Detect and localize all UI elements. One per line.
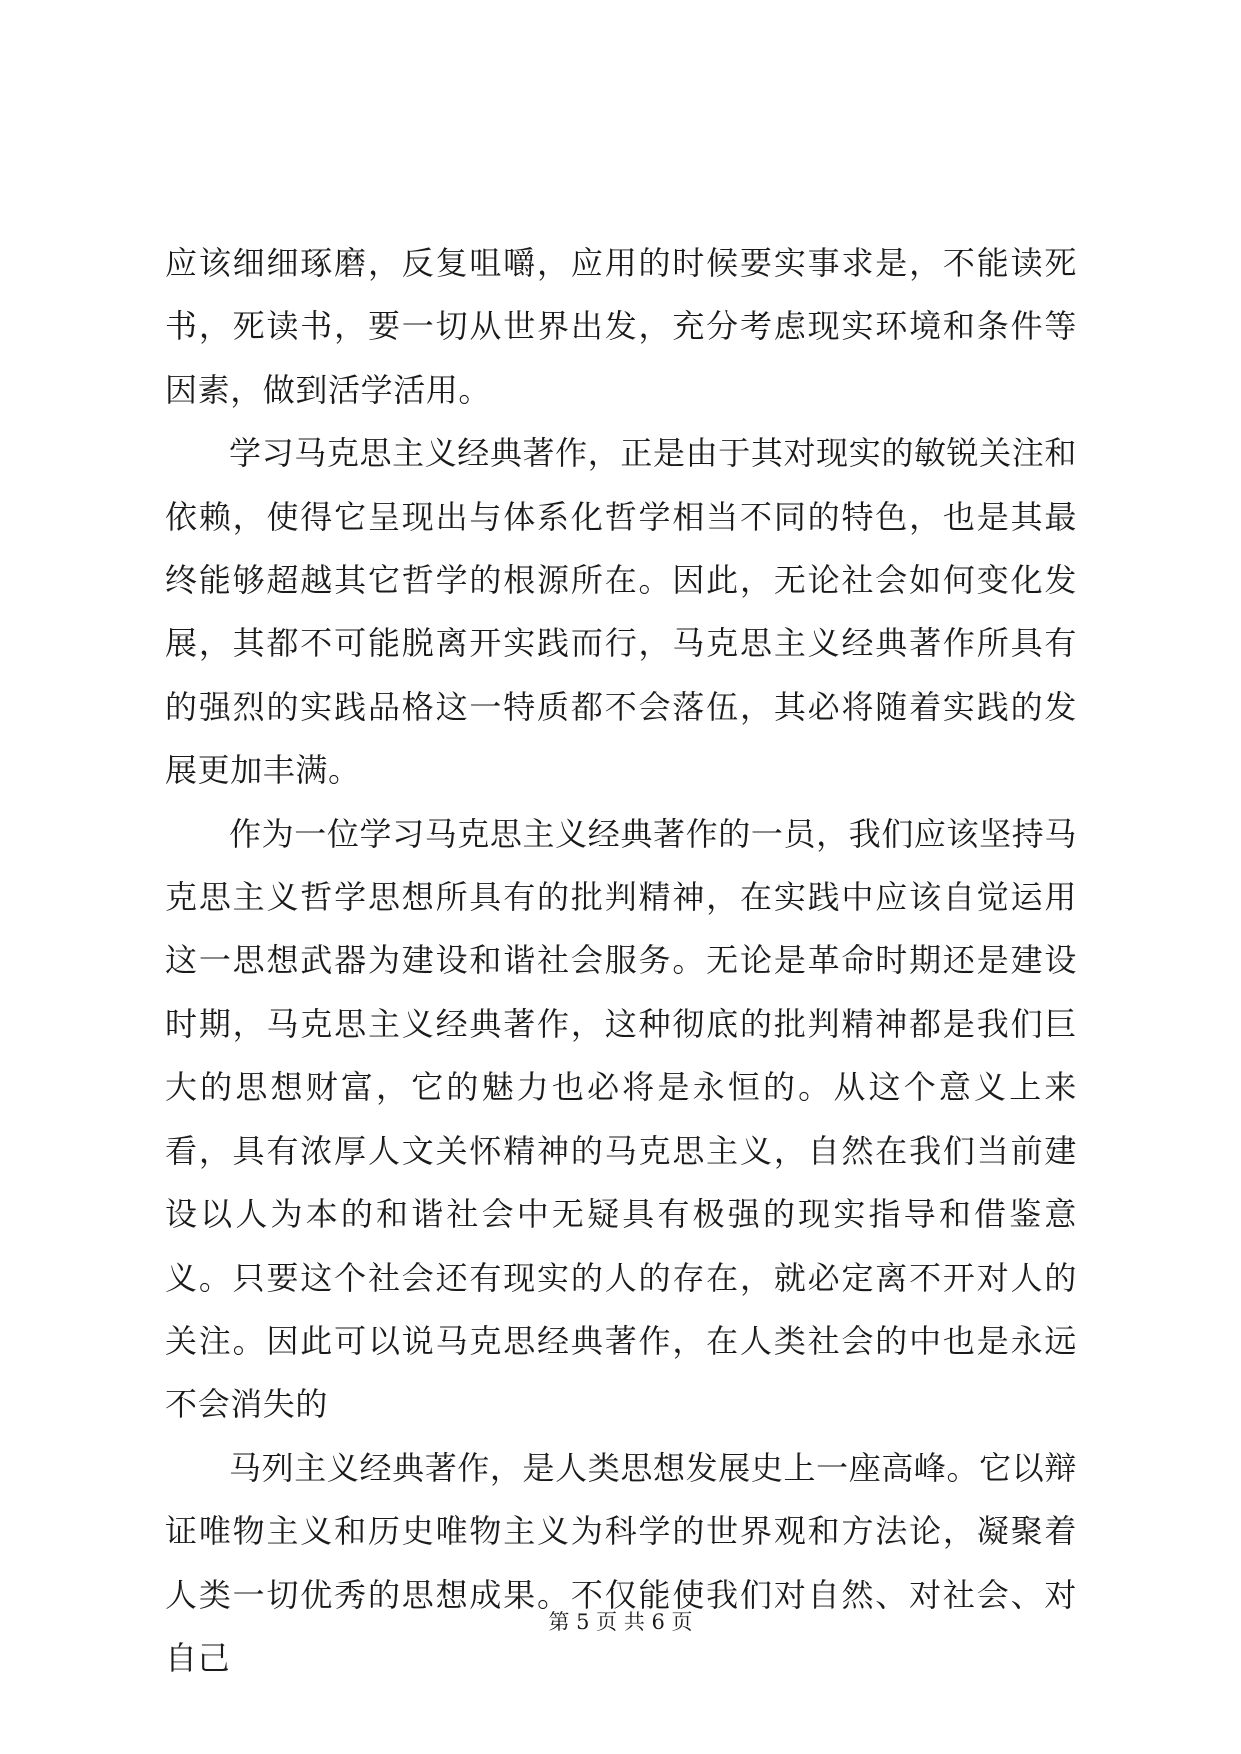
page-number-footer: 第 5 页 共 6 页 <box>548 1610 693 1634</box>
document-body <box>165 232 1077 1690</box>
paragraph-1: 应该细细琢磨，反复咀嚼，应用的时候要实事求是，不能读死书，死读书，要一切从世界出发，充分考虑现实环境和条件等因素，做到活学活用。 <box>165 244 1077 409</box>
paragraph-3: 作为一位学习马克思主义经典著作的一员，我们应该坚持马克思主义哲学思想所具有的批判精神，在实践中应该自觉运用这一思想武器为建设和谐社会服务。无论是革命时期还是建设时期，马克思主义经典著作，这种彻底的批判精神都是我们巨大的思想财富，它的魅力也必将是永恒的。从这个意义上来看，具有浓厚人文关怀精神的马克思主义，自然在我们当前建设以人为本的和谐社会中无疑具有极强的现实指导和借鉴意义。只要这个社会还有现实的人的存在，就必定离不开对人的关注。因此可以说马克思经典著作，在人类社会的中也是永远不会消失的 <box>165 814 1077 1424</box>
paragraph-2: 学习马克思主义经典著作，正是由于其对现实的敏锐关注和依赖，使得它呈现出与体系化哲学相当不同的特色，也是其最终能够超越其它哲学的根源所在。因此，无论社会如何变化发展，其都不可能脱离开实践而行，马克思主义经典著作所具有的强烈的实践品格这一特质都不会落伍，其必将随着实践的发展更加丰满。 <box>165 434 1077 790</box>
paragraph-4: 马列主义经典著作，是人类思想发展史上一座高峰。它以辩证唯物主义和历史唯物主义为科学的世界观和方法论，凝聚着人类一切优秀的思想成果。不仅能使我们对自然、对社会、对自己 <box>165 1448 1077 1677</box>
